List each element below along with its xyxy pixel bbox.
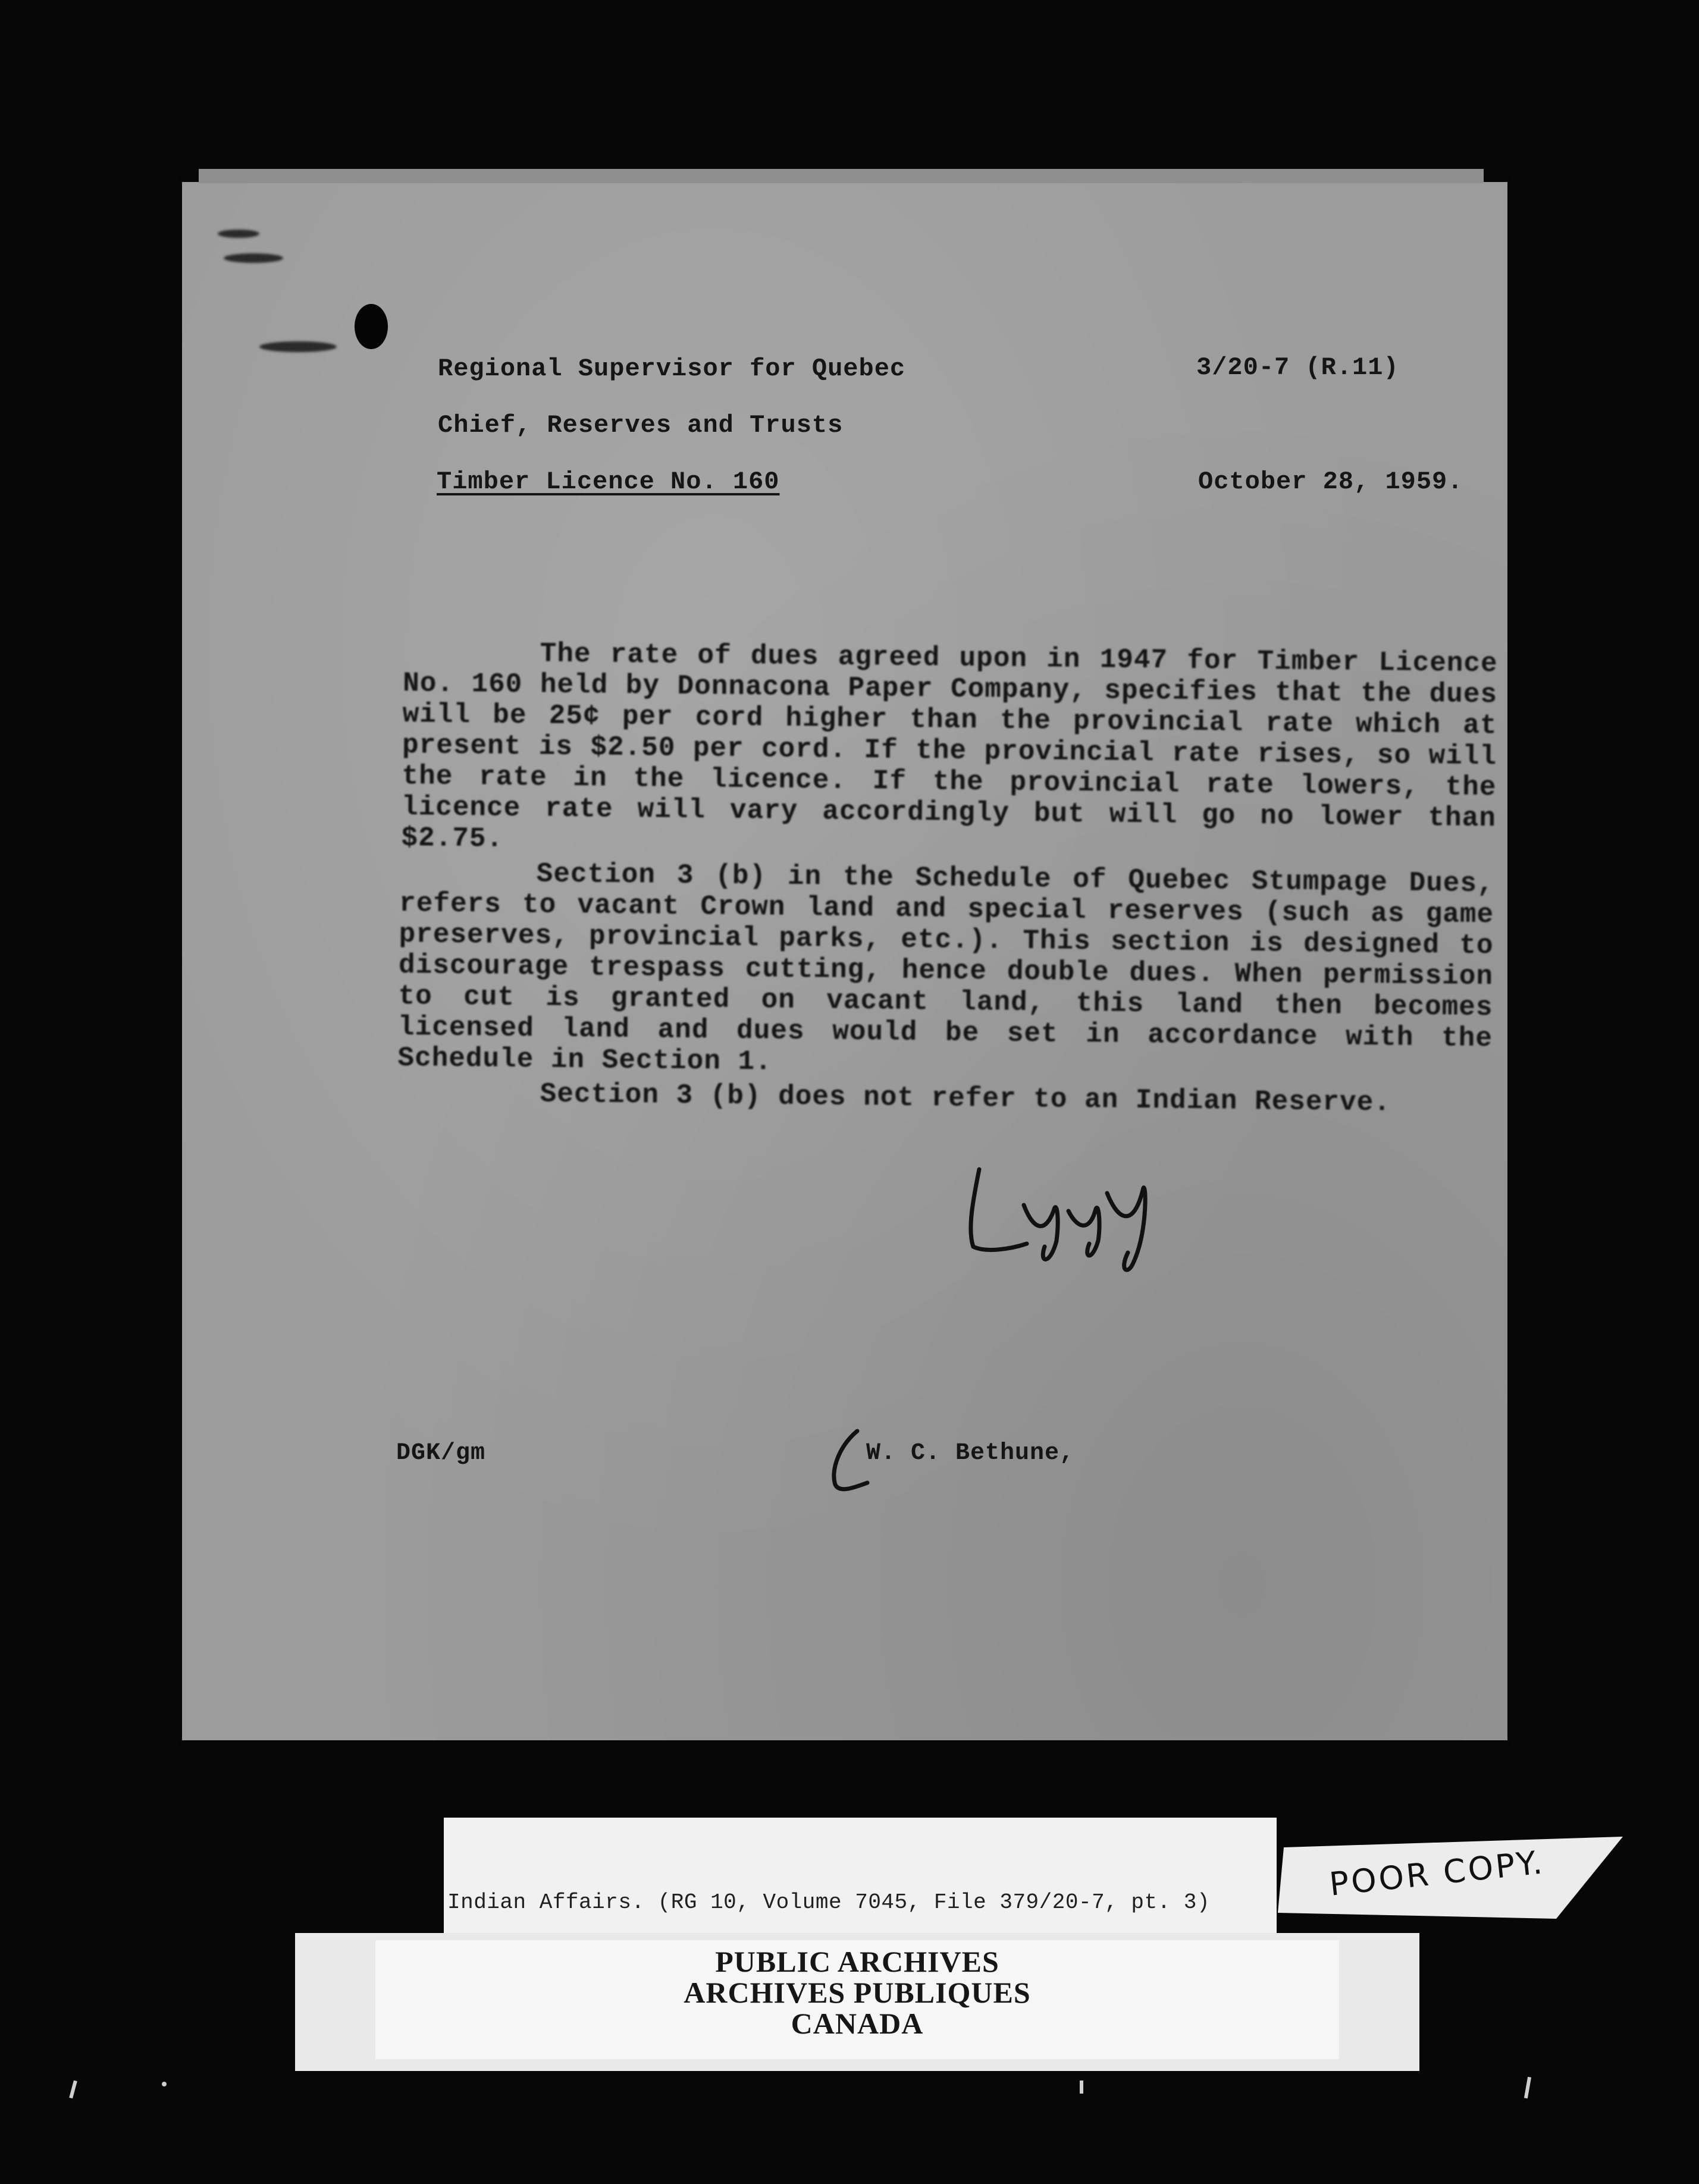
signature-flourish [825, 1428, 872, 1499]
archive-stamp-label [295, 1933, 1419, 2071]
body-paragraph-3: Section 3 (b) does not refer to an Indian Reserve. [540, 1078, 1391, 1119]
ink-smudge [259, 341, 337, 352]
memo-from: Chief, Reserves and Trusts [438, 411, 844, 440]
memo-to: Regional Supervisor for Quebec [438, 354, 906, 383]
film-scratch [1080, 2081, 1083, 2094]
film-scratch [1524, 2077, 1531, 2098]
memo-subject: Timber Licence No. 160 [437, 467, 780, 496]
page-top-edge [199, 169, 1484, 183]
archive-stamp-panel [375, 1940, 1339, 2059]
film-scratch [69, 2081, 77, 2099]
archive-citation: Indian Affairs. (RG 10, Volume 7045, File 379/20-7, pt. 3) [447, 1890, 1211, 1915]
handwritten-signature [955, 1163, 1170, 1282]
stamp-line-1: PUBLIC ARCHIVES [715, 1945, 999, 1978]
typist-initials: DGK/gm [396, 1440, 486, 1467]
file-reference: 3/20-7 (R.11) [1196, 353, 1399, 382]
punch-hole [355, 304, 388, 349]
body-paragraph-1: The rate of dues agreed upon in 1947 for Timber Licence No. 160 held by Donnacona Paper Company, specifies that the dues will be 25¢ per cord higher than the provincial rate which at present is $2.50 per cord. If the provincial rate rises, so will the rate in the licence. If the provincial rate lowers, the licence rate will vary accordingly but will go no lower than $2.75. [401, 638, 1498, 855]
ink-smudge [224, 253, 283, 263]
stamp-line-2: ARCHIVES PUBLIQUES [684, 1976, 1031, 2009]
signatory-name: W. C. Bethune, [866, 1440, 1075, 1467]
archive-citation-label [444, 1818, 1277, 1941]
film-speck [162, 2082, 167, 2086]
poor-copy-note: POOR COPY. [1327, 1843, 1547, 1903]
ink-smudge [218, 230, 259, 238]
archive-stamp [375, 1946, 1339, 2039]
microfilm-page [182, 182, 1507, 1740]
memo-date: October 28, 1959. [1198, 467, 1463, 496]
poor-copy-tag [1278, 1837, 1629, 1923]
body-paragraph-2: Section 3 (b) in the Schedule of Quebec Stumpage Dues, refers to vacant Crown land and special reserves (such as game preserves, provincial parks, etc.). This section is designed to discourage trespass cutting, hence double dues. When permission to cut is granted on vacant land, this land then becomes licensed land and dues would be set in accordance with the Schedule in Section 1. [397, 858, 1494, 1078]
stamp-line-3: CANADA [791, 2007, 924, 2040]
